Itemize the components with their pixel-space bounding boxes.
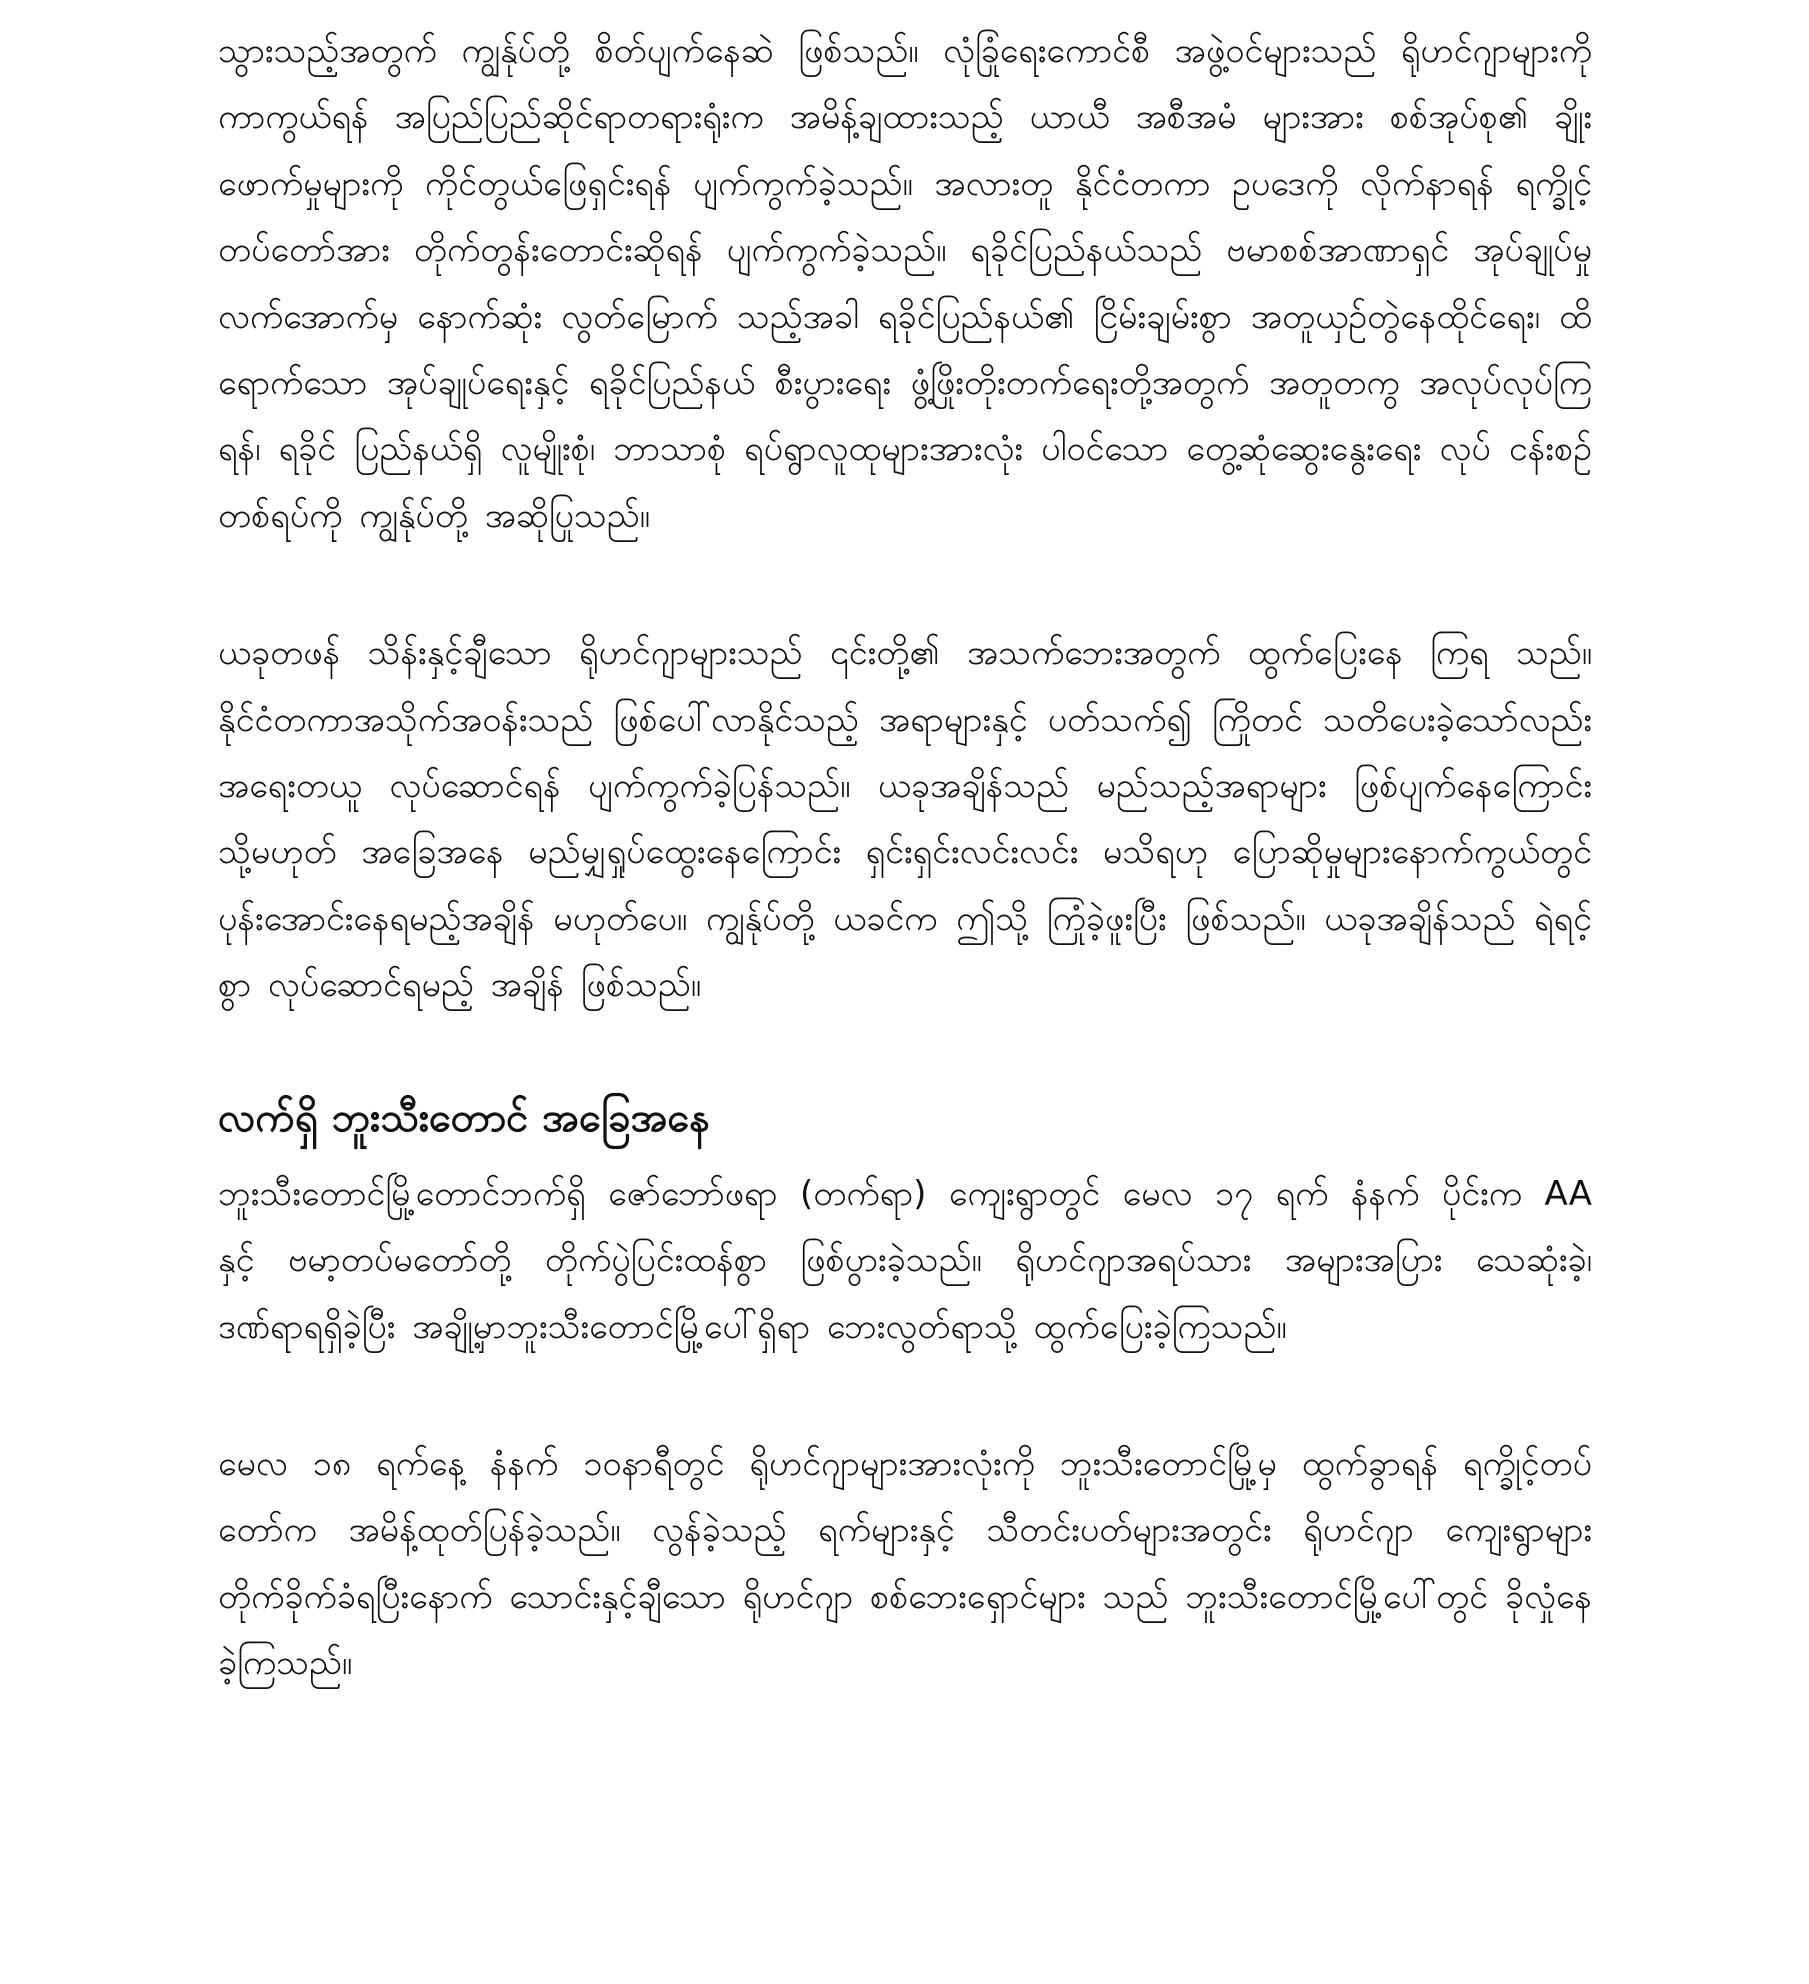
body-paragraph: သွားသည့်အတွက် ကျွန်ုပ်တို့ စိတ်ပျက်နေဆဲ ဖြစ်သည်။ လုံခြုံရေးကောင်စီ အဖွဲ့ဝင်များသည် ရိုဟင်ဂျာများကို ကာကွယ်ရန် အပြည်ပြည်ဆိုင်ရာတရားရုံးက အမိန့်ချထားသည့် ယာယီ အစီအမံ များအား စစ်အုပ်စု၏ ချိုးဖောက်မှုများကို ကိုင်တွယ်ဖြေရှင်းရန် ပျက်ကွက်ခဲ့သည်။ အလားတူ နိုင်ငံတကာ ဥပဒေကို လိုက်နာရန် ရက္ခိုင့်တပ်တော်အား တိုက်တွန်းတောင်းဆိုရန် ပျက်ကွက်ခဲ့သည်။ ရခိုင်ပြည်နယ်သည် ဗမာစစ်အာဏာရှင် အုပ်ချုပ်မှုလက်အောက်မှ နောက်ဆုံး လွတ်မြောက် သည့်အခါ ရခိုင်ပြည်နယ်၏ ငြိမ်းချမ်းစွာ အတူယှဉ်တွဲနေထိုင်ရေး၊ ထိရောက်သော အုပ်ချုပ်ရေးနှင့် ရခိုင်ပြည်နယ် စီးပွားရေး ဖွံ့ဖြိုးတိုးတက်ရေးတို့အတွက် အတူတကွ အလုပ်လုပ်ကြရန်၊ ရခိုင် ပြည်နယ်ရှိ လူမျိုးစုံ၊ ဘာသာစုံ ရပ်ရွာလူထုများအားလုံး ပါဝင်သော တွေ့ဆုံဆွေးနွေးရေး လုပ် ငန်းစဉ် တစ်ရပ်ကို ကျွန်ုပ်တို့ အဆိုပြုသည်။: [218, 31, 1592, 536]
document-page: [218, 18, 1592, 1697]
body-paragraph: ဘူးသီးတောင်မြို့တောင်ဘက်ရှိ ဇော်ဘော်ဖရာ (တက်ရာ) ကျေးရွာတွင် မေလ ၁၇ ရက် နံနက် ပိုင်းက AA နှင့် ဗမာ့တပ်မတော်တို့ တိုက်ပွဲပြင်းထန်စွာ ဖြစ်ပွားခဲ့သည်။ ရိုဟင်ဂျာအရပ်သား အများအပြား သေဆုံးခဲ့၊ ဒဏ်ရာရရှိခဲ့ပြီး အချို့မှာဘူးသီးတောင်မြို့ပေါ်ရှိရာ ဘေးလွတ်ရာသို့ ထွက်ပြေးခဲ့ကြသည်။: [218, 1173, 1592, 1347]
section-heading: လက်ရှိ ဘူးသီးတောင် အခြေအနေ: [218, 1094, 710, 1141]
body-paragraph: မေလ ၁၈ ရက်နေ့ နံနက် ၁၀နာရီတွင် ရိုဟင်ဂျာများအားလုံးကို ဘူးသီးတောင်မြို့မှ ထွက်ခွာရန် ရက္ခိုင့်တပ်တော်က အမိန့်ထုတ်ပြန်ခဲ့သည်။ လွန်ခဲ့သည့် ရက်များနှင့် သီတင်းပတ်များအတွင်း ရိုဟင်ဂျာ ကျေးရွာများ တိုက်ခိုက်ခံရပြီးနောက် သောင်းနှင့်ချီသော ရိုဟင်ဂျာ စစ်ဘေးရှောင်များ သည် ဘူးသီးတောင်မြို့ပေါ်တွင် ခိုလှုံနေခဲ့ကြသည်။: [218, 1443, 1592, 1684]
body-paragraph: ယခုတဖန် သိန်းနှင့်ချီသော ရိုဟင်ဂျာများသည် ၎င်းတို့၏ အသက်ဘေးအတွက် ထွက်ပြေးနေ ကြရ သည်။ နိုင်ငံတကာအသိုက်အဝန်းသည် ဖြစ်ပေါ်လာနိုင်သည့် အရာများနှင့် ပတ်သက်၍ ကြိုတင် သတိပေးခဲ့သော်လည်း အရေးတယူ လုပ်ဆောင်ရန် ပျက်ကွက်ခဲ့ပြန်သည်။ ယခုအချိန်သည် မည်သည့်အရာများ ဖြစ်ပျက်နေကြောင်း သို့မဟုတ် အခြေအနေ မည်မျှရှုပ်ထွေးနေကြောင်း ရှင်းရှင်းလင်းလင်း မသိရဟု ပြောဆိုမှုများနောက်ကွယ်တွင် ပုန်းအောင်းနေရမည့်အချိန် မဟုတ်ပေ။ ကျွန်ုပ်တို့ ယခင်က ဤသို့ ကြုံခဲ့ဖူးပြီး ဖြစ်သည်။ ယခုအချိန်သည် ရဲရင့်စွာ လုပ်ဆောင်ရမည့် အချိန် ဖြစ်သည်။: [218, 633, 1592, 1006]
